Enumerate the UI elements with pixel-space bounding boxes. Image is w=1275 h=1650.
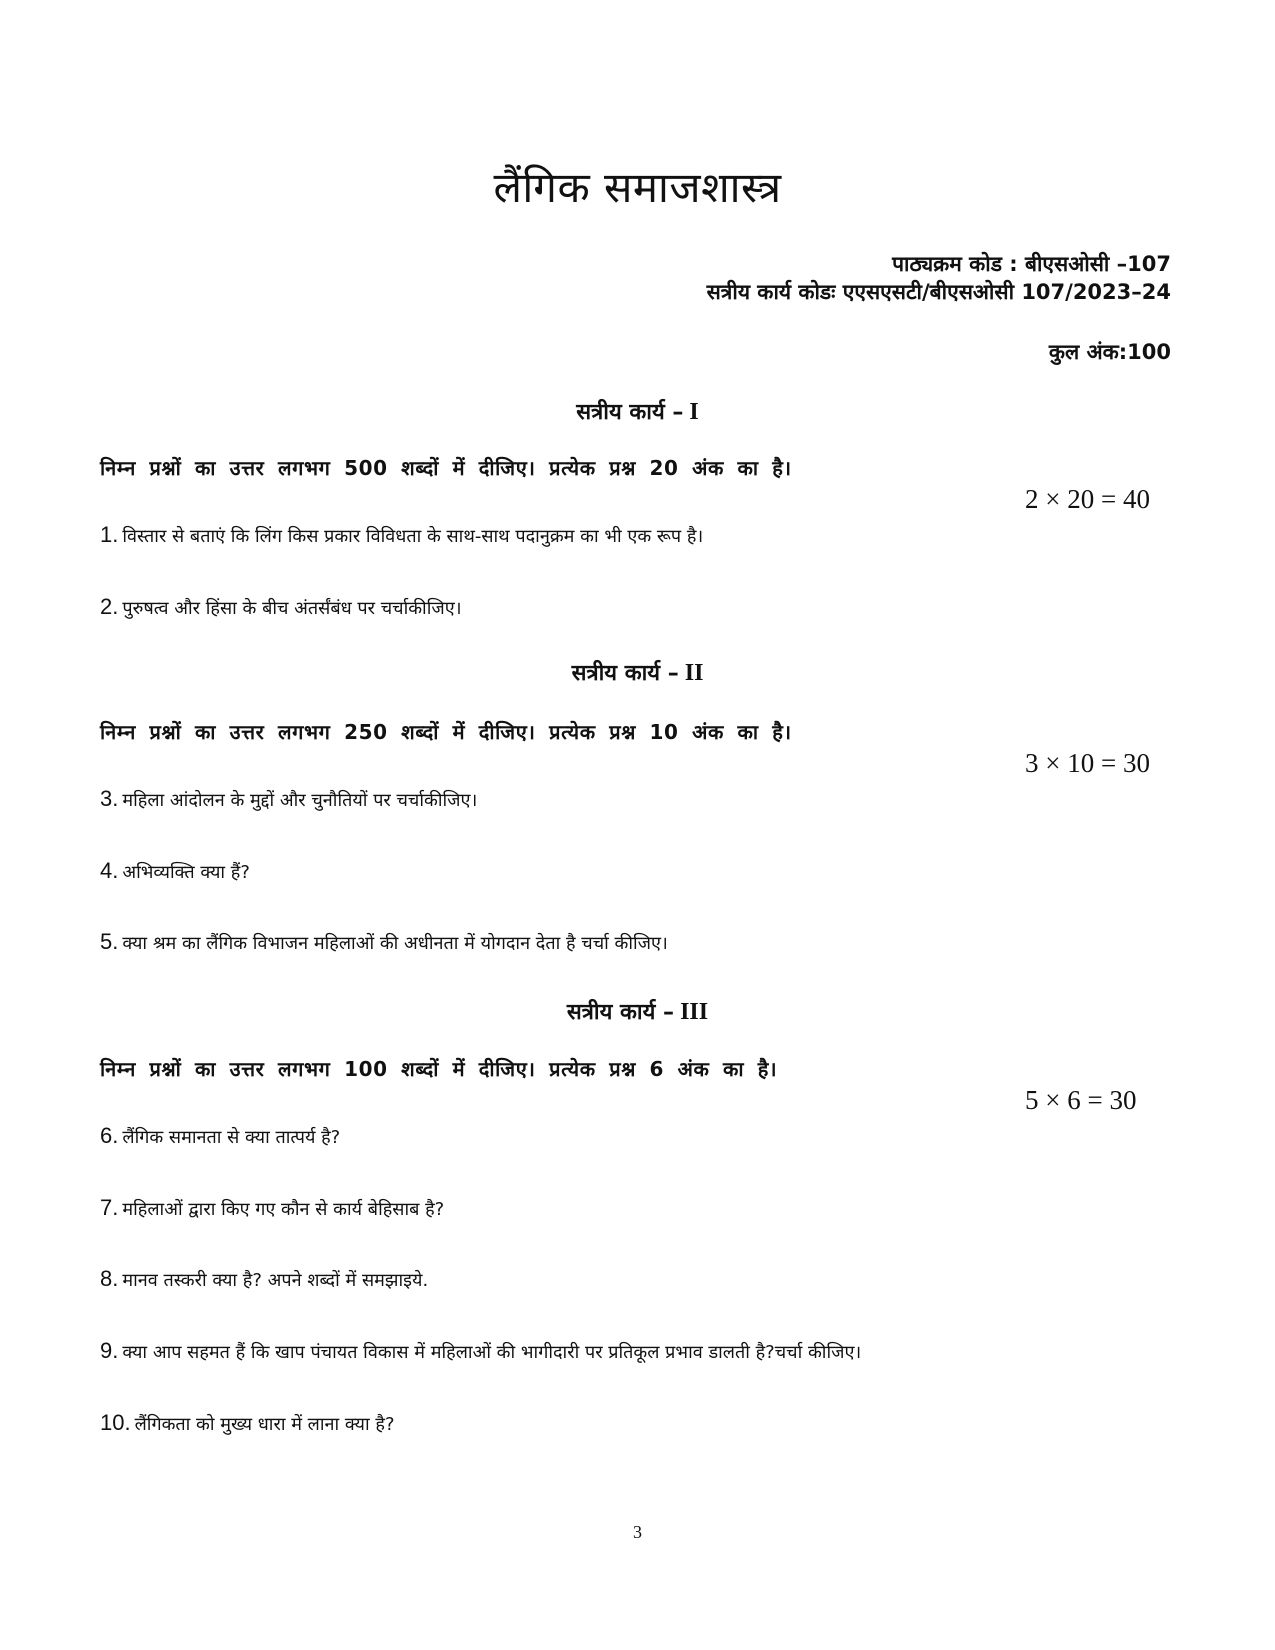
page-number: 3 [633,1522,642,1542]
total-marks: कुल अंक:100 [1048,340,1171,364]
question-number: 4. [100,858,119,883]
section-heading-2 [0,657,1275,687]
question-text: महिला आंदोलन के मुद्दों और चुनौतियों पर चर्चाकीजिए। [122,790,478,811]
question-number: 9. [100,1338,119,1363]
question-number: 8. [100,1266,119,1291]
section-marks-1: 2 × 20 = 40 [1025,484,1150,514]
question-item [100,594,462,620]
section-roman: I [689,399,699,425]
question-number: 3. [100,786,119,811]
section-roman: III [680,999,709,1025]
section-instruction-3: निम्न प्रश्नों का उत्तर लगभग 100 शब्दों में दीजिए। प्रत्येक प्रश्न 6 अंक का है। [100,1057,778,1081]
section-roman: II [684,660,704,686]
question-item [100,1266,428,1292]
question-number: 5. [100,929,119,954]
question-text: क्या आप सहमत हैं कि खाप पंचायत विकास में महिलाओं की भागीदारी पर प्रतिकूल प्रभाव डालती है?चर्चा कीजिए। [122,1342,862,1363]
question-text: मानव तस्करी क्या है? अपने शब्दों में समझाइये. [122,1270,429,1291]
section-marks-3: 5 × 6 = 30 [1025,1085,1137,1115]
section-instruction-2: निम्न प्रश्नों का उत्तर लगभग 250 शब्दों में दीजिए। प्रत्येक प्रश्न 10 अंक का है। [100,720,792,744]
question-text: लैंगिकता को मुख्य धारा में लाना क्या है? [134,1414,395,1435]
question-text: अभिव्यक्ति क्या हैं? [122,862,250,883]
section-instruction-1: निम्न प्रश्नों का उत्तर लगभग 500 शब्दों में दीजिए। प्रत्येक प्रश्न 20 अंक का है। [100,456,792,480]
section-heading-3 [0,996,1275,1026]
question-item [100,1195,444,1221]
question-number: 2. [100,594,119,619]
section-marks-2: 3 × 10 = 30 [1025,748,1150,778]
question-number: 6. [100,1123,119,1148]
question-number: 7. [100,1195,119,1220]
question-item [100,786,477,812]
question-text: महिलाओं द्वारा किए गए कौन से कार्य बेहिसाब है? [122,1199,445,1220]
assignment-code: सत्रीय कार्य कोडः एएसएसटी/बीएसओसी 107/2023–24 [706,280,1171,304]
section-heading-1 [0,396,1275,426]
question-item [100,1338,861,1364]
question-item [100,929,668,955]
question-number: 10. [100,1410,131,1435]
section-heading-label: सत्रीय कार्य – [571,661,679,686]
question-text: क्या श्रम का लैंगिक विभाजन महिलाओं की अधीनता में योगदान देता है चर्चा कीजिए। [122,933,668,954]
question-text: लैंगिक समानता से क्या तात्पर्य है? [122,1127,341,1148]
question-item [100,1123,340,1149]
question-item [100,522,703,548]
question-item [100,1410,395,1436]
question-text: पुरुषत्व और हिंसा के बीच अंतर्संबंध पर चर्चाकीजिए। [122,598,462,619]
course-code: पाठ्यक्रम कोड : बीएसओसी –107 [892,252,1171,276]
section-heading-label: सत्रीय कार्य – [576,400,684,425]
section-heading-label: सत्रीय कार्य – [566,1000,675,1025]
question-text: विस्तार से बताएं कि लिंग किस प्रकार विविधता के साथ-साथ पदानुक्रम का भी एक रूप है। [122,526,704,547]
document-title: लैंगिक समाजशास्त्र [493,163,782,212]
question-item [100,858,250,884]
question-number: 1. [100,522,119,547]
